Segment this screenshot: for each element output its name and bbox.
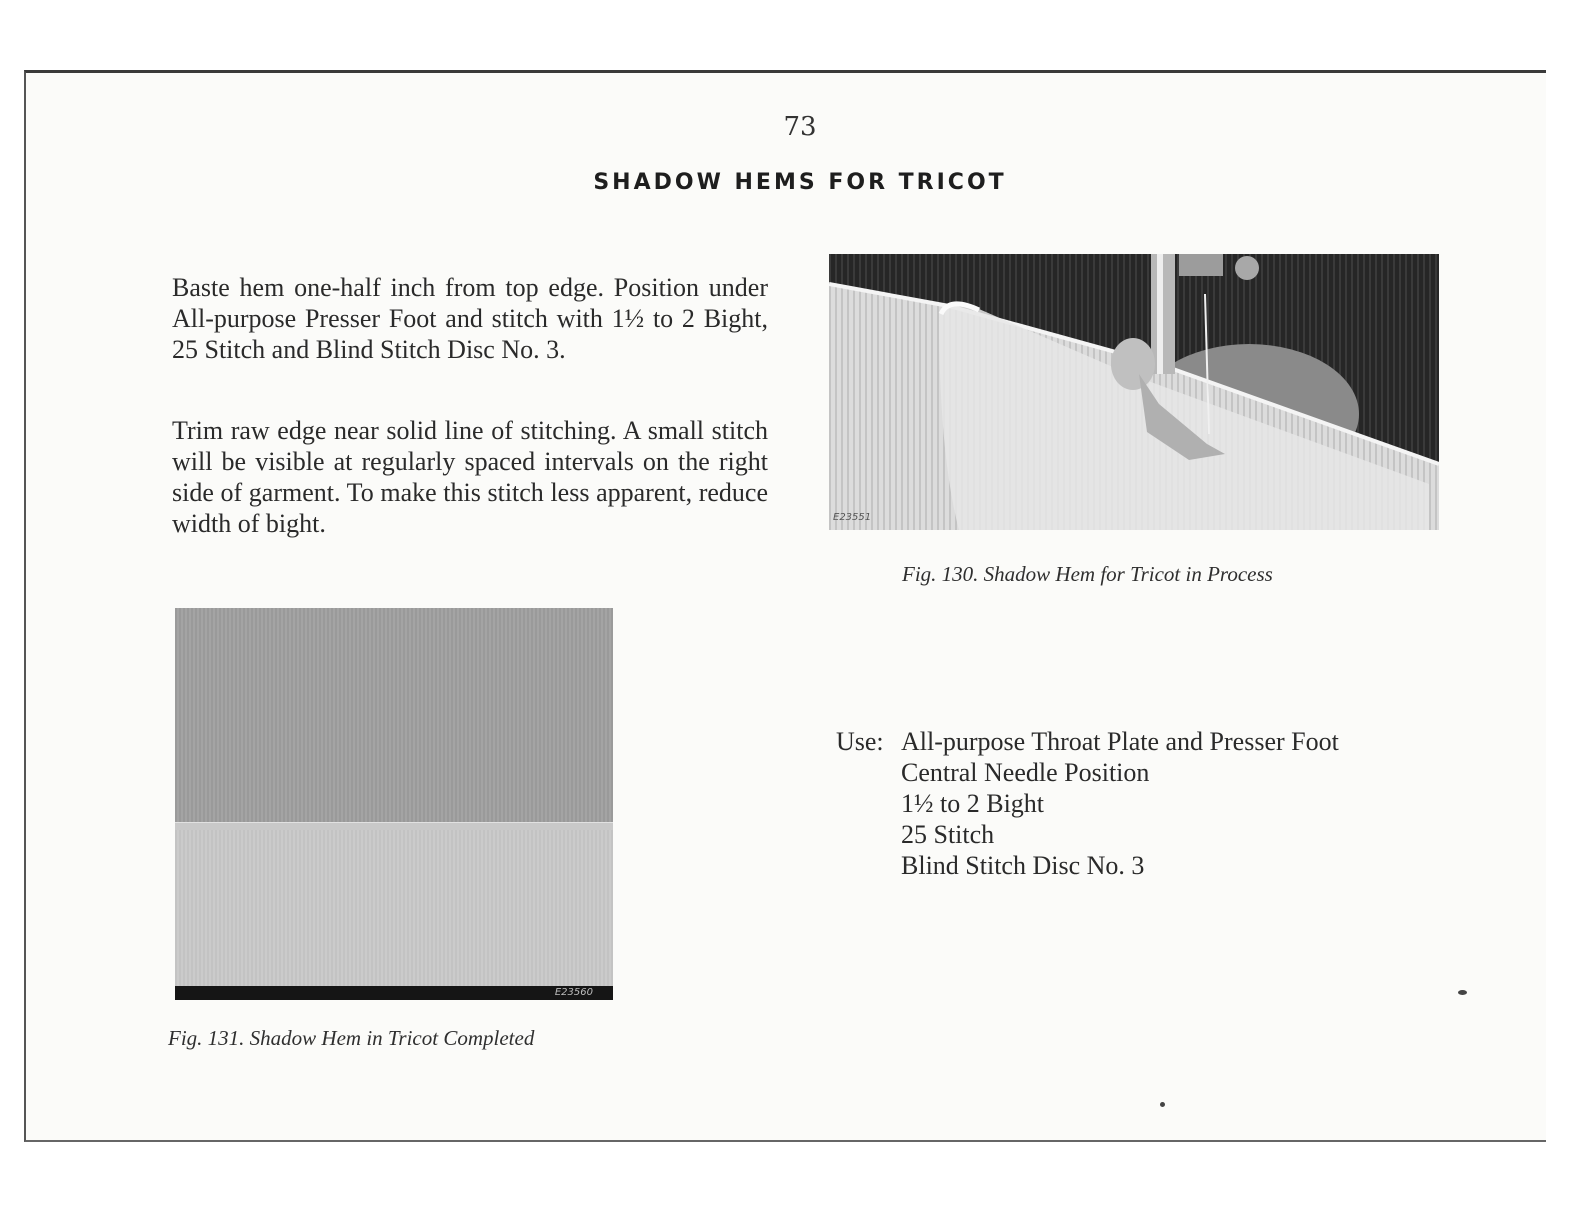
scan-speck	[1458, 990, 1467, 995]
list-item: All-purpose Throat Plate and Presser Foot	[901, 727, 1339, 756]
instruction-paragraph-1: Baste hem one-half inch from top edge. Position under All-purpose Presser Foot and stitch with 1½ to 2 Bight, 25 Stitch and Blind Stitch Disc No. 3.	[172, 273, 768, 364]
fabric-hem	[175, 830, 613, 986]
fabric-upper	[175, 608, 613, 822]
figure-130-code: E23551	[833, 512, 872, 523]
figure-131-code: E23560	[554, 987, 593, 998]
figure-131-caption: Fig. 131. Shadow Hem in Tricot Completed	[168, 1026, 535, 1050]
page-number: 73	[783, 112, 817, 142]
use-items	[901, 726, 1339, 881]
figure-130-illustration	[829, 254, 1439, 530]
list-item: Central Needle Position	[901, 758, 1150, 787]
figure-130-caption: Fig. 130. Shadow Hem for Tricot in Process	[902, 562, 1273, 586]
instruction-paragraph-2: Trim raw edge near solid line of stitching. A small stitch will be visible at regularly spaced intervals on the right side of garment. To make this stitch less apparent, reduce width of bight.	[172, 416, 768, 538]
photo-bottom-bar	[175, 986, 613, 1000]
figure-131-photo	[175, 608, 613, 1000]
figure-130-photo	[829, 254, 1439, 530]
scan-speck	[1160, 1102, 1165, 1107]
section-title: SHADOW HEMS FOR TRICOT	[593, 170, 1007, 195]
list-item: 1½ to 2 Bight	[901, 789, 1045, 818]
use-label: Use:	[836, 727, 884, 756]
list-item: 25 Stitch	[901, 820, 995, 849]
list-item: Blind Stitch Disc No. 3	[901, 851, 1145, 880]
